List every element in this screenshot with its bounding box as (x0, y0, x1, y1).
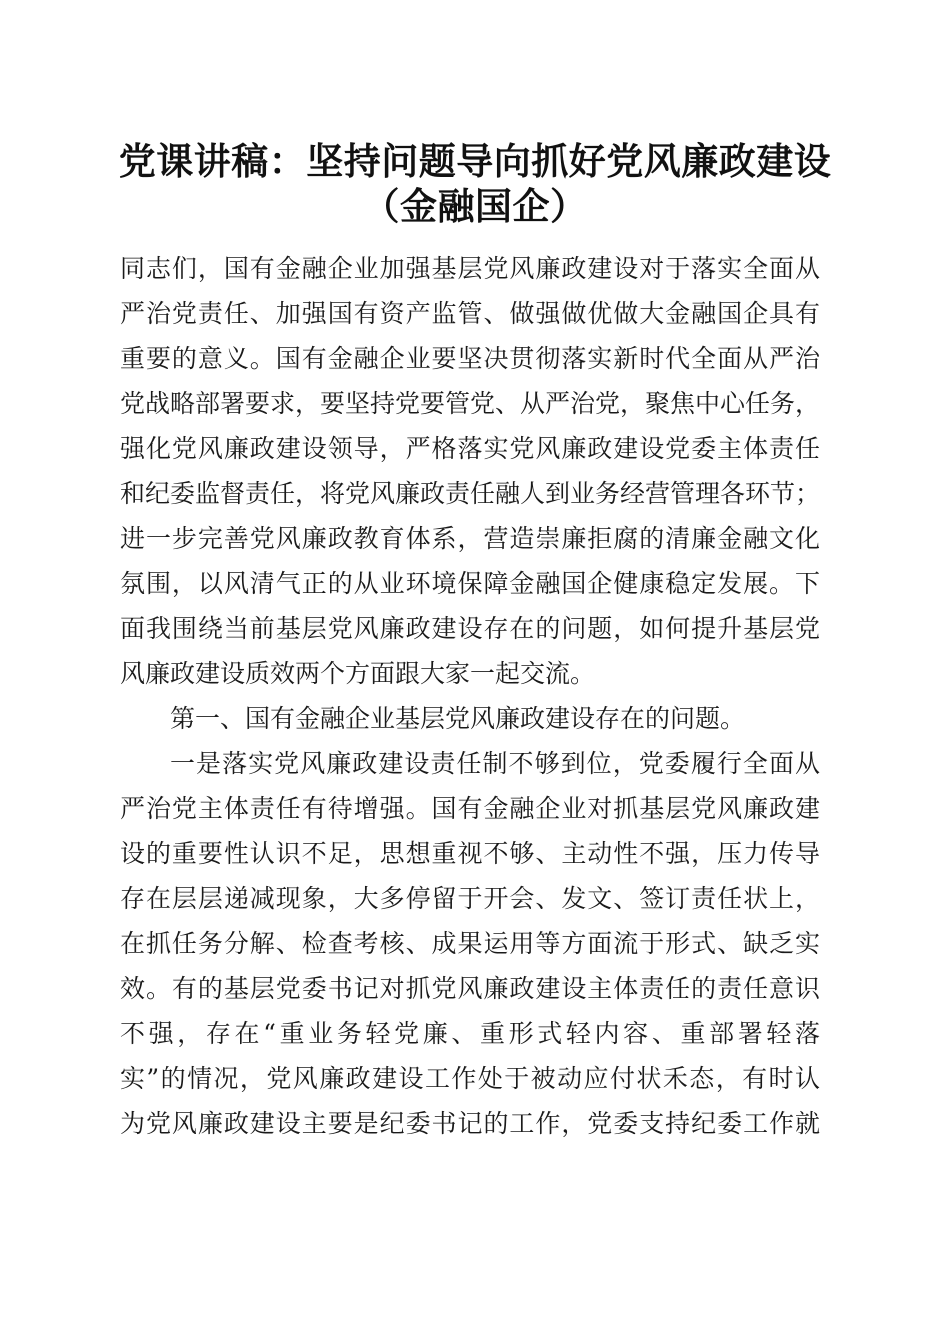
body-line: 不强，存在“重业务轻党廉、重形式轻内容、重部署轻落 (120, 1019, 820, 1048)
body-line: 严治党主体责任有待增强。国有金融企业对抓基层党风廉政建 (120, 794, 820, 823)
body-line: 实”的情况，党风廉政建设工作处于被动应付状禾态，有时认 (120, 1064, 820, 1093)
body-line: 为党风廉政建设主要是纪委书记的工作，党委支持纪委工作就 (120, 1109, 820, 1138)
document-title-line-1: 党课讲稿：坚持问题导向抓好党风廉政建设 (118, 139, 832, 183)
body-line: 同志们，国有金融企业加强基层党风廉政建设对于落实全面从 (120, 254, 820, 283)
document-title-line-2: （金融国企） (362, 184, 588, 228)
body-line: 和纪委监督责任，将党风廉政责任融人到业务经营管理各环节； (120, 479, 821, 508)
body-line: 严治党责任、加强国有资产监管、做强做优做大金融国企具有 (120, 299, 820, 328)
body-line: 一是落实党风廉政建设责任制不够到位，党委履行全面从 (170, 749, 820, 778)
body-line: 进一步完善党风廉政教育体系，营造崇廉拒腐的清廉金融文化 (120, 524, 820, 553)
body-line: 设的重要性认识不足，思想重视不够、主动性不强，压力传导 (120, 839, 820, 868)
body-line: 党战略部署要求，要坚持党要管党、从严治党，聚焦中心任务， (120, 389, 821, 418)
body-line: 效。有的基层党委书记对抓党风廉政建设主体责任的责任意识 (120, 974, 820, 1003)
section-heading: 第一、国有金融企业基层党风廉政建设存在的问题。 (170, 704, 746, 733)
body-line: 在抓任务分解、检查考核、成果运用等方面流于形式、缺乏实 (120, 929, 820, 958)
body-line: 强化党风廉政建设领导，严格落实党风廉政建设党委主体责任 (120, 434, 820, 463)
body-line: 存在层层递减现象，大多停留于开会、发文、签订责任状上， (120, 884, 820, 913)
body-line: 风廉政建设质效两个方面跟大家一起交流。 (120, 659, 596, 688)
body-line: 重要的意义。国有金融企业要坚决贯彻落实新时代全面从严治 (120, 344, 820, 373)
body-line: 面我围绕当前基层党风廉政建设存在的问题，如何提升基层党 (120, 614, 820, 643)
body-line: 氛围，以风清气正的从业环境保障金融国企健康稳定发展。下 (120, 569, 820, 598)
